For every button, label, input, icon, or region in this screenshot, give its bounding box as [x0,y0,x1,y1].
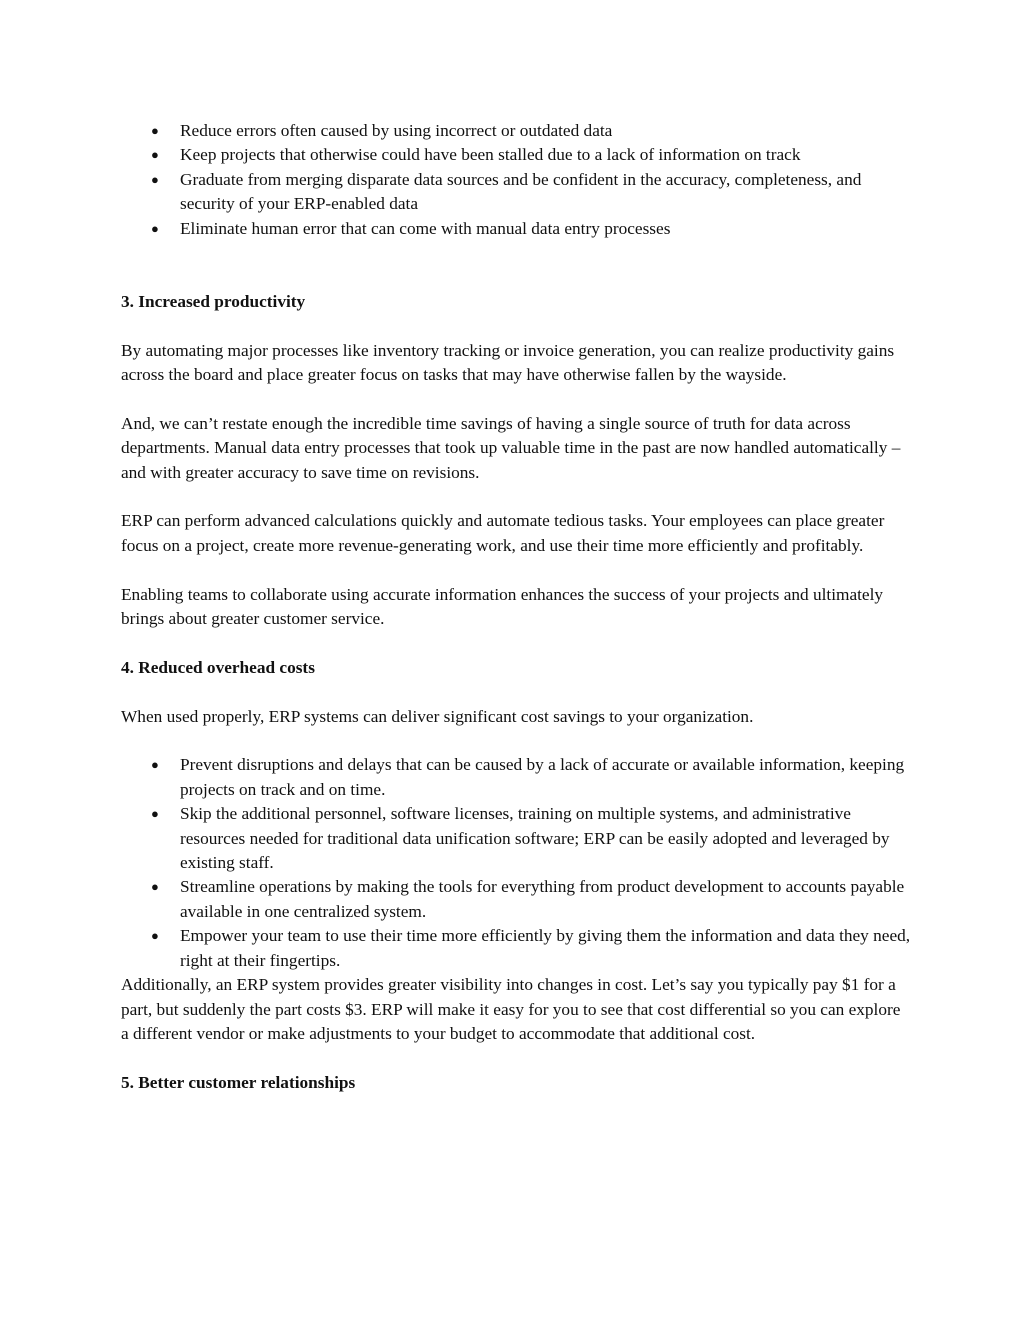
paragraph: Additionally, an ERP system provides greater visibility into changes in cost. Let’s say you typically pay $1 for a part, but suddenly the part costs $3. ERP will make it easy for you to see that cost differential so you can explore a different vendor or make adjustments to your budget to accommodate that additional cost. [121,975,901,1043]
list-item [121,753,911,802]
paragraph: When used properly, ERP systems can deliver significant cost savings to your organization. [121,706,754,726]
list-item [121,875,911,924]
bullet-icon: ● [151,879,159,895]
list-item-text: Skip the additional personnel, software licenses, training on multiple systems, and administrative resources needed for traditional data unification software; ERP can be easily adopted and leveraged by existing staff. [180,804,890,873]
list-item-text: Reduce errors often caused by using incorrect or outdated data [180,121,613,140]
bullet-icon: ● [151,123,159,138]
list-item-text: Graduate from merging disparate data sources and be confident in the accuracy, completeness, and security of your ERP-enabled data [180,169,862,214]
paragraph: And, we can’t restate enough the incredible time savings of having a single source of truth for data across departments. Manual data entry processes that took up valuable time in the past are now handled automatically – and with greater accuracy to save time on revisions. [121,413,901,482]
bullet-icon: ● [151,928,159,944]
list-item [121,168,911,217]
list-item-text: Eliminate human error that can come with manual data entry processes [180,218,671,238]
section-heading-productivity: 3. Increased productivity [121,291,306,311]
section-heading-customer-relationships: 5. Better customer relationships [121,1072,356,1092]
list-item-text: Streamline operations by making the tools for everything from product development to accounts payable available in one centralized system. [180,877,905,921]
bullet-list-cost-savings [121,753,911,973]
paragraph: By automating major processes like inventory tracking or invoice generation, you can realize productivity gains across the board and place greater focus on tasks that may have otherwise fallen by the wayside. [121,340,895,385]
list-item [121,802,911,875]
bullet-list-data-quality [121,119,911,241]
bullet-icon: ● [151,171,159,187]
list-item [121,119,911,143]
list-item-text: Keep projects that otherwise could have been stalled due to a lack of information on track [180,145,801,165]
list-item [121,217,911,241]
bullet-icon: ● [151,220,159,236]
paragraph: Enabling teams to collaborate using accurate information enhances the success of your projects and ultimately brings about greater customer service. [121,584,884,629]
document-page [121,119,911,1095]
bullet-icon: ● [151,806,159,822]
list-item [121,924,911,973]
list-item [121,143,911,167]
list-item-text: Empower your team to use their time more efficiently by giving them the information and data they need, right at their fingertips. [180,926,911,970]
paragraph: ERP can perform advanced calculations quickly and automate tedious tasks. Your employees can place greater focus on a project, create more revenue-generating work, and use their time more efficiently and profitably. [121,511,885,555]
list-item-text: Prevent disruptions and delays that can be caused by a lack of accurate or available information, keeping projects on track and on time. [180,755,905,799]
bullet-icon: ● [151,757,159,773]
section-heading-overhead-costs: 4. Reduced overhead costs [121,657,315,677]
bullet-icon: ● [151,147,159,163]
